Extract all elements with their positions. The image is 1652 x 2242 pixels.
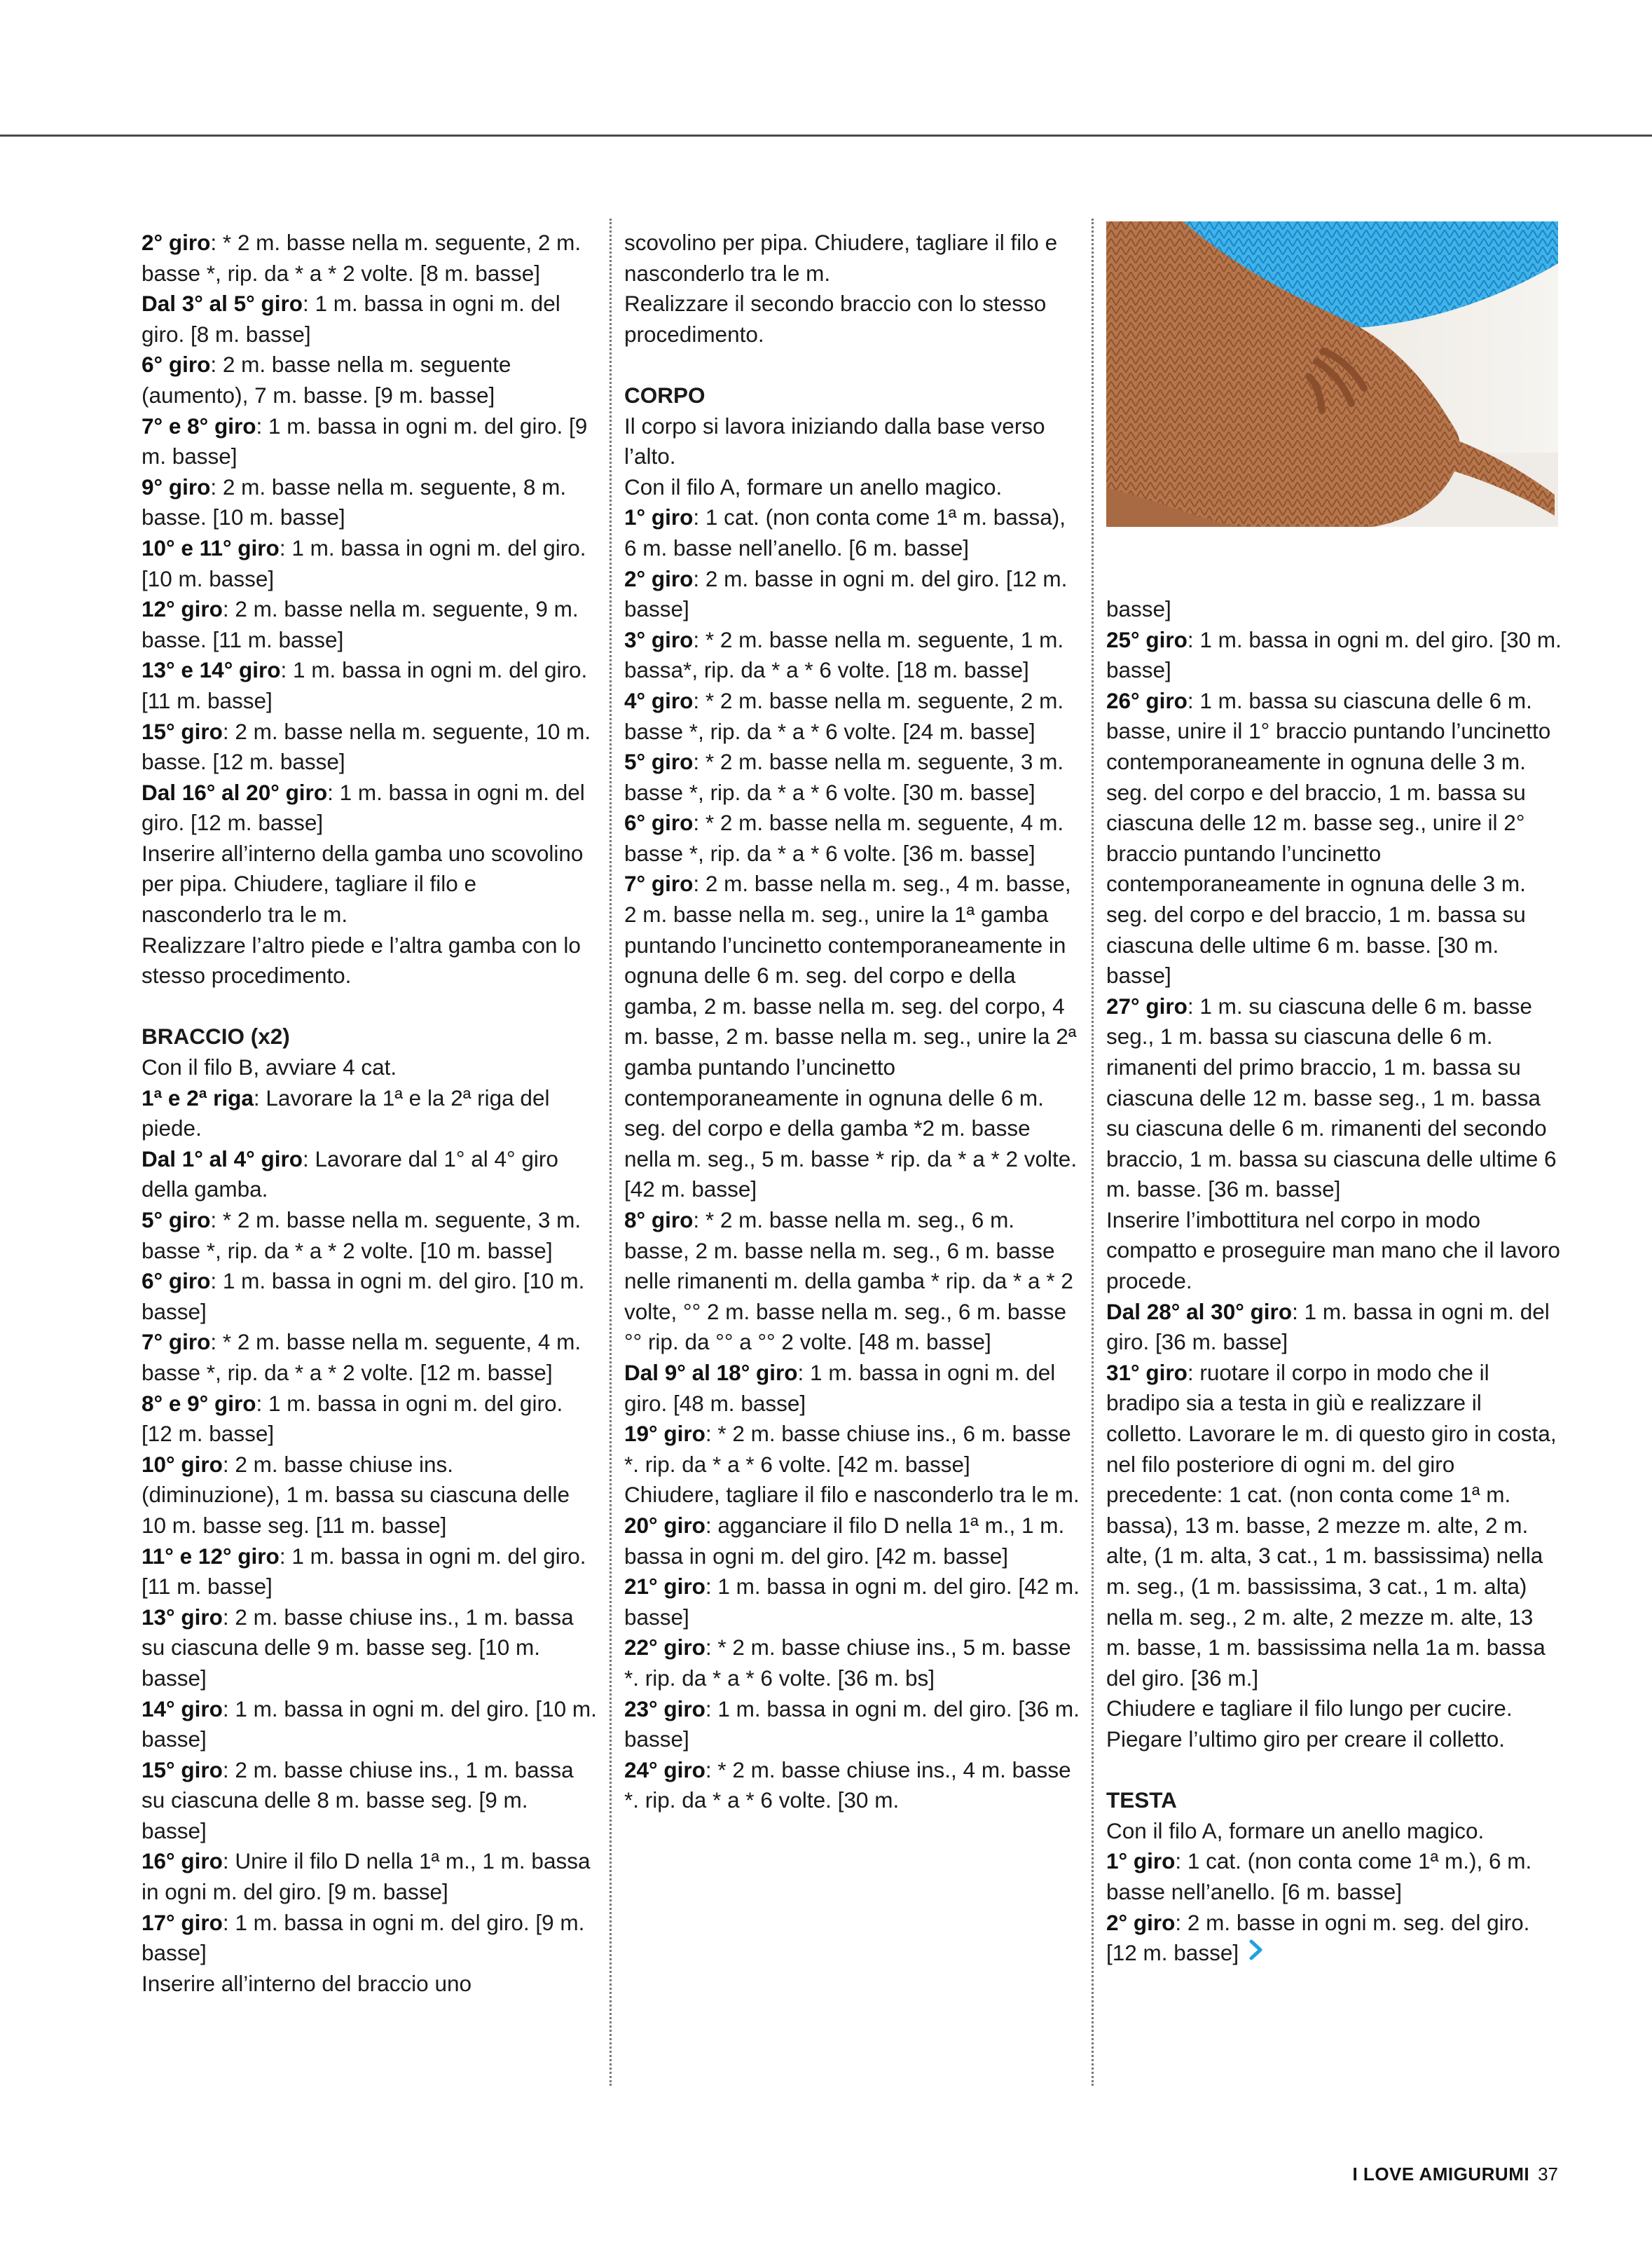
instruction-text: : 2 m. basse in ogni m. del giro. [12 m. basse]: [624, 565, 1068, 622]
round-label: 1ª e 2ª riga: [142, 1085, 254, 1110]
instruction-line: [624, 1358, 1080, 1419]
instruction-text: : 1 m. bassa in ogni m. del giro. [11 m. basse]: [142, 1543, 586, 1600]
instruction-text: : * 2 m. basse nella m. seguente, 4 m. basse *, rip. da * a * 2 volte. [12 m. basse]: [142, 1329, 581, 1385]
round-label: 6° giro: [624, 810, 694, 836]
instruction-text: : 1 m. bassa in ogni m. del giro. [9 m. basse]: [142, 413, 588, 469]
instruction-text: Inserire l’imbottitura nel corpo in modo compatto e proseguire man mano che il lavoro procede.: [1106, 1206, 1560, 1294]
round-label: 16° giro: [142, 1848, 223, 1874]
instruction-text: : 2 m. basse chiuse ins. (diminuzione), 1 m. bassa su ciascuna delle 10 m. basse seg. [11 m. basse]: [142, 1451, 570, 1538]
instruction-line: [142, 1846, 597, 1907]
round-label: 15° giro: [142, 718, 223, 744]
round-label: 2° giro: [142, 230, 211, 255]
instruction-text: : 1 m. bassa in ogni m. del giro. [48 m. basse]: [624, 1359, 1056, 1416]
page-number: 37: [1538, 2164, 1558, 2185]
instruction-text: Con il filo B, avviare 4 cat.: [142, 1054, 397, 1080]
instruction-text: : 1 m. bassa in ogni m. del giro. [36 m. basse]: [1106, 1298, 1550, 1355]
instruction-text: Il corpo si lavora iniziando dalla base verso l’alto.: [624, 413, 1045, 469]
instruction-line: [1106, 1908, 1562, 1969]
round-label: 2° giro: [624, 565, 694, 591]
column-1: [142, 228, 597, 1999]
round-label: 19° giro: [624, 1421, 705, 1447]
instruction-text: : 1 m. bassa in ogni m. del giro. [30 m. basse]: [1106, 626, 1562, 683]
instruction-text: : 2 m. basse nella m. seguente (aumento), 7 m. basse. [9 m. basse]: [142, 352, 511, 408]
instruction-text: : Unire il filo D nella 1ª m., 1 m. bassa in ogni m. del giro. [9 m. basse]: [142, 1848, 591, 1905]
round-label: 13° giro: [142, 1604, 223, 1630]
paragraph-spacer: [1106, 1755, 1562, 1786]
instruction-line: [624, 1755, 1080, 1816]
instruction-text: : 2 m. basse nella m. seguente, 8 m. basse. [10 m. basse]: [142, 474, 567, 530]
instruction-text: : * 2 m. basse nella m. seguente, 2 m. basse *, rip. da * a * 2 volte. [8 m. basse]: [142, 230, 581, 286]
instruction-line: [1106, 686, 1562, 991]
round-label: 7° giro: [624, 871, 694, 897]
round-label: 14° giro: [142, 1696, 223, 1721]
instruction-text: : 1 m. bassa in ogni m. del giro. [10 m. basse]: [142, 1696, 597, 1752]
instruction-text: : Lavorare la 1ª e la 2ª riga del piede.: [142, 1085, 550, 1141]
instruction-text: Inserire all’interno del braccio uno: [142, 1970, 472, 1996]
instruction-text: : 2 m. basse nella m. seg., 4 m. basse, 2 m. basse nella m. seg., unire la 1ª gamba puntando l’uncinetto contemporaneamente in ognuna delle 6 m. seg. del corpo e della gamba, 2 m. basse nella m. seg. del corpo, 4 m. basse, 2 m. basse nella m. seg., unire la 2ª gamba puntando l’uncinetto contemporaneamente in ognuna delle 6 m. seg. del corpo e della gamba *2 m. basse nella m. seg., 5 m. basse * rip. da * a * 2 volte. [42 m. basse]: [624, 871, 1078, 1202]
round-label: 24° giro: [624, 1756, 705, 1782]
instruction-text: scovolino per pipa. Chiudere, tagliare il filo e nasconderlo tra le m.: [624, 230, 1058, 286]
section-heading: BRACCIO (x2): [142, 1024, 290, 1050]
instruction-line: [142, 1327, 597, 1388]
round-label: 8° e 9° giro: [142, 1390, 256, 1416]
column-separator: [1092, 219, 1094, 2086]
instruction-line: [624, 625, 1080, 686]
instruction-text: Realizzare il secondo braccio con lo stesso procedimento.: [624, 291, 1047, 347]
instruction-line: [142, 1755, 597, 1847]
instruction-text: : * 2 m. basse nella m. seguente, 4 m. basse *, rip. da * a * 6 volte. [36 m. basse]: [624, 810, 1064, 866]
page-footer: [1352, 2164, 1558, 2185]
instruction-line: [142, 655, 597, 716]
instruction-line: [1106, 1358, 1562, 1694]
instruction-text: : * 2 m. basse nella m. seguente, 1 m. bassa*, rip. da * a * 6 volte. [18 m. basse]: [624, 626, 1064, 683]
instruction-line: [624, 1694, 1080, 1755]
instruction-text: Con il filo A, formare un anello magico.: [624, 474, 1003, 500]
instruction-line: [142, 1205, 597, 1266]
round-label: 7° e 8° giro: [142, 413, 256, 439]
instruction-text: : * 2 m. basse nella m. seguente, 2 m. basse *, rip. da * a * 6 volte. [24 m. basse]: [624, 687, 1064, 744]
instruction-line: [142, 1389, 597, 1450]
instruction-text: : 2 m. basse chiuse ins., 1 m. bassa su ciascuna delle 8 m. basse seg. [9 m. basse]: [142, 1756, 574, 1843]
round-label: 23° giro: [624, 1696, 705, 1721]
round-label: 1° giro: [624, 504, 694, 530]
round-label: 25° giro: [1106, 626, 1188, 652]
instruction-line: [624, 289, 1080, 350]
round-label: 12° giro: [142, 596, 223, 622]
instruction-line: [142, 778, 597, 839]
instruction-text: Inserire all’interno della gamba uno scovolino per pipa. Chiudere, tagliare il filo e nasconderlo tra le m.: [142, 840, 584, 928]
instruction-line: [624, 1511, 1080, 1572]
round-label: Dal 9° al 18° giro: [624, 1359, 798, 1385]
round-label: 9° giro: [142, 474, 211, 500]
instruction-line: [624, 502, 1080, 563]
section-heading: TESTA: [1106, 1787, 1177, 1813]
round-label: 5° giro: [142, 1207, 211, 1232]
instruction-line: [1106, 1816, 1562, 1847]
instruction-line: [1106, 1297, 1562, 1358]
instruction-text: Chiudere e tagliare il filo lungo per cucire. Piegare l’ultimo giro per creare il colletto.: [1106, 1696, 1513, 1752]
round-label: 20° giro: [624, 1512, 705, 1538]
instruction-line: [624, 869, 1080, 1205]
instruction-line: [624, 411, 1080, 472]
instruction-line: [624, 472, 1080, 503]
instruction-line: [1106, 1693, 1562, 1754]
paragraph-spacer: [624, 350, 1080, 380]
chevron-right-icon: [1248, 1938, 1264, 1969]
instruction-text: : 2 m. basse nella m. seguente, 10 m. basse. [12 m. basse]: [142, 718, 591, 775]
column-2: [624, 228, 1080, 1816]
instruction-text: : 1 m. bassa in ogni m. del giro. [36 m. basse]: [624, 1696, 1080, 1752]
round-label: 27° giro: [1106, 993, 1188, 1019]
round-label: 15° giro: [142, 1756, 223, 1782]
instruction-text: : 1 cat. (non conta come 1ª m. bassa), 6 m. basse nell’anello. [6 m. basse]: [624, 504, 1066, 560]
round-label: 17° giro: [142, 1909, 223, 1935]
instruction-text: : Lavorare dal 1° al 4° giro della gamba.: [142, 1146, 558, 1202]
instruction-line: [142, 1083, 597, 1144]
instruction-text: : 1 m. bassa su ciascuna delle 6 m. basse, unire il 1° braccio puntando l’uncinetto contemporaneamente in ognuna delle 3 m. seg. del corpo e del braccio, 1 m. bassa su ciascuna delle 12 m. basse seg., unire il 2° braccio puntando l’uncinetto contemporaneamente in ognuna delle 3 m. seg. del corpo e del braccio, 1 m. bassa su ciascuna delle ultime 6 m. basse. [30 m. basse]: [1106, 687, 1551, 989]
paragraph-spacer: [142, 991, 597, 1022]
instruction-line: [142, 1266, 597, 1327]
instruction-line: [1106, 1205, 1562, 1297]
instruction-line: [624, 1205, 1080, 1358]
instruction-text: : 1 m. bassa in ogni m. del giro. [10 m. basse]: [142, 1268, 585, 1324]
instruction-line: [142, 228, 597, 289]
instruction-line: [624, 228, 1080, 289]
instruction-line: [624, 808, 1080, 869]
round-label: 3° giro: [624, 626, 694, 652]
instruction-line: [1106, 625, 1562, 686]
instruction-line: [142, 1450, 597, 1541]
instruction-line: [142, 1969, 597, 2000]
instruction-text: : 2 m. basse nella m. seguente, 9 m. basse. [11 m. basse]: [142, 596, 579, 652]
instruction-line: [1106, 991, 1562, 1205]
instruction-line: [1106, 1846, 1562, 1907]
round-label: Dal 3° al 5° giro: [142, 291, 303, 317]
instruction-text: : * 2 m. basse chiuse ins., 4 m. basse *. rip. da * a * 6 volte. [30 m.: [624, 1756, 1071, 1813]
instruction-text: Realizzare l’altro piede e l’altra gamba con lo stesso procedimento.: [142, 932, 581, 989]
instruction-text: : * 2 m. basse chiuse ins., 6 m. basse *. rip. da * a * 6 volte. [42 m. basse]: [624, 1421, 1071, 1477]
instruction-line: [624, 1419, 1080, 1480]
instruction-line: [142, 289, 597, 350]
instruction-line: [1106, 594, 1562, 625]
column-separator: [610, 219, 612, 2086]
top-rule: [0, 135, 1652, 137]
instruction-line: [624, 1480, 1080, 1511]
instruction-text: basse]: [1106, 596, 1171, 621]
instruction-text: Con il filo A, formare un anello magico.: [1106, 1817, 1485, 1843]
round-label: 4° giro: [624, 687, 694, 713]
round-label: 31° giro: [1106, 1359, 1188, 1385]
instruction-text: : 2 m. basse chiuse ins., 1 m. bassa su ciascuna delle 9 m. basse seg. [10 m. basse]: [142, 1604, 574, 1691]
instruction-line: [142, 1602, 597, 1694]
instruction-text: : 2 m. basse in ogni m. seg. del giro. [12 m. basse]: [1106, 1909, 1530, 1966]
instruction-text: : * 2 m. basse nella m. seguente, 3 m. basse *, rip. da * a * 6 volte. [30 m. basse]: [624, 749, 1064, 805]
column-3: [1106, 594, 1562, 1969]
round-label: 10° giro: [142, 1451, 223, 1477]
round-label: 13° e 14° giro: [142, 657, 281, 683]
instruction-line: [624, 747, 1080, 808]
instruction-line: [142, 839, 597, 930]
instruction-text: : 1 m. bassa in ogni m. del giro. [10 m. basse]: [142, 535, 586, 591]
round-label: Dal 28° al 30° giro: [1106, 1298, 1293, 1324]
instruction-line: [624, 564, 1080, 625]
round-label: 6° giro: [142, 352, 211, 378]
round-label: 8° giro: [624, 1207, 694, 1232]
instruction-line: [142, 1908, 597, 1969]
round-label: 10° e 11° giro: [142, 535, 280, 560]
round-label: 6° giro: [142, 1268, 211, 1294]
instruction-text: : 1 m. bassa in ogni m. del giro. [12 m. basse]: [142, 1390, 563, 1447]
round-label: Dal 16° al 20° giro: [142, 779, 328, 805]
sloth-amigurumi-photo: [1106, 221, 1558, 527]
round-label: 7° giro: [142, 1329, 211, 1355]
round-label: 2° giro: [1106, 1909, 1176, 1935]
instruction-text: : 1 cat. (non conta come 1ª m.), 6 m. basse nell’anello. [6 m. basse]: [1106, 1848, 1532, 1904]
instruction-line: [142, 350, 597, 411]
instruction-text: : 1 m. bassa in ogni m. del giro. [11 m. basse]: [142, 657, 588, 713]
instruction-line: [624, 1632, 1080, 1693]
instruction-line: [142, 1144, 597, 1205]
instruction-text: : 1 m. bassa in ogni m. del giro. [9 m. basse]: [142, 1909, 585, 1966]
instruction-line: [624, 1572, 1080, 1632]
instruction-line: [142, 411, 597, 472]
instruction-text: : 1 m. bassa in ogni m. del giro. [42 m. basse]: [624, 1574, 1080, 1630]
instruction-text: : 1 m. bassa in ogni m. del giro. [8 m. basse]: [142, 291, 560, 347]
instruction-line: [142, 533, 597, 594]
section-heading: CORPO: [624, 382, 705, 408]
instruction-text: : agganciare il filo D nella 1ª m., 1 m. bassa in ogni m. del giro. [42 m. basse]: [624, 1512, 1065, 1569]
round-label: 11° e 12° giro: [142, 1543, 280, 1569]
instruction-line: [142, 472, 597, 533]
instruction-text: : 1 m. bassa in ogni m. del giro. [12 m. basse]: [142, 779, 585, 836]
instruction-text: : ruotare il corpo in modo che il bradipo sia a testa in giù e realizzare il colletto. Lavorare le m. di questo giro in costa, nel filo posteriore di ogni m. del giro precedente: 1 cat. (non conta come 1ª m. bassa), 13 m. basse, 2 mezze m. alte, 2 m. alte, (1 m. alta, 3 cat., 1 m. bassissima) nella m. seg., (1 m. bassissima, 3 cat., 1 m. alta) nella m. seg., 2 m. alte, 2 mezze m. alte, 13 m. basse, 1 m. bassissima nella 1a m. bassa del giro. [36 m.]: [1106, 1359, 1557, 1691]
instruction-line: [142, 1694, 597, 1755]
round-label: Dal 1° al 4° giro: [142, 1146, 303, 1171]
instruction-line: [142, 930, 597, 991]
instruction-text: : * 2 m. basse nella m. seg., 6 m. basse, 2 m. basse nella m. seg., 6 m. basse nelle rimanenti m. della gamba * rip. da * a * 2 volte, °° 2 m. basse nella m. seg., 6 m. basse °° rip. da °° a °° 2 volte. [48 m. basse]: [624, 1207, 1073, 1355]
magazine-name: I LOVE AMIGURUMI: [1352, 2164, 1530, 2185]
round-label: 26° giro: [1106, 687, 1188, 713]
instruction-line: [142, 717, 597, 778]
instruction-text: : * 2 m. basse chiuse ins., 5 m. basse *. rip. da * a * 6 volte. [36 m. bs]: [624, 1635, 1071, 1691]
instruction-text: Chiudere, tagliare il filo e nasconderlo tra le m.: [624, 1482, 1080, 1508]
instruction-line: [142, 1052, 597, 1083]
round-label: 22° giro: [624, 1635, 705, 1660]
instruction-text: : * 2 m. basse nella m. seguente, 3 m. basse *, rip. da * a * 2 volte. [10 m. basse]: [142, 1207, 581, 1263]
round-label: 1° giro: [1106, 1848, 1176, 1874]
instruction-line: [624, 686, 1080, 747]
instruction-line: [142, 594, 597, 655]
instruction-text: : 1 m. su ciascuna delle 6 m. basse seg., 1 m. bassa su ciascuna delle 6 m. rimanenti del primo braccio, 1 m. bassa su ciascuna delle 12 m. basse seg., 1 m. bassa su ciascuna delle 6 m. rimanenti del secondo braccio, 1 m. bassa su ciascuna delle ultime 6 m. basse. [36 m. basse]: [1106, 993, 1557, 1202]
round-label: 5° giro: [624, 749, 694, 775]
round-label: 21° giro: [624, 1574, 705, 1600]
instruction-line: [142, 1541, 597, 1602]
